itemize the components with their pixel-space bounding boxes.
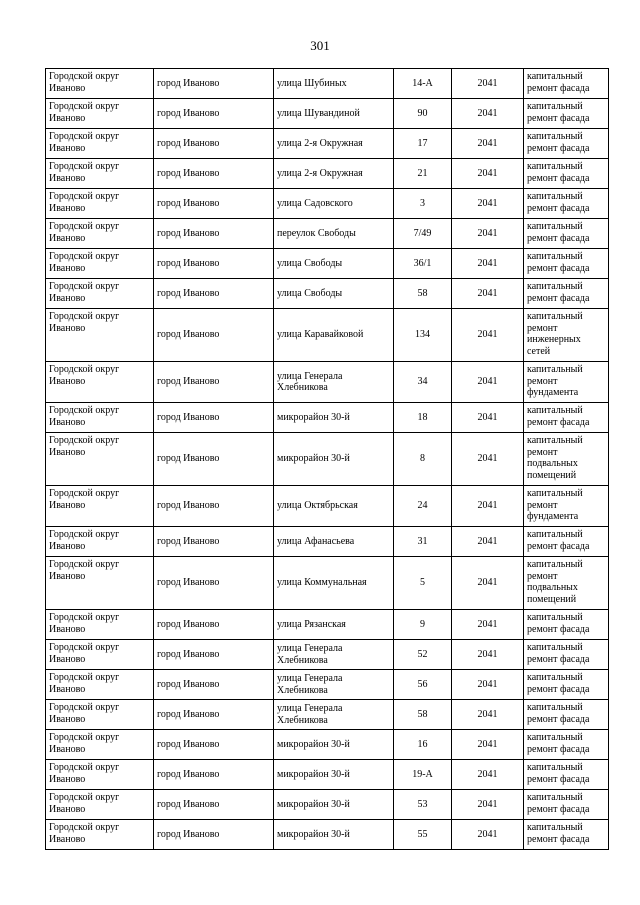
settlement-cell: город Иваново — [154, 309, 274, 362]
year-cell: 2041 — [452, 219, 524, 249]
work-type-cell: капитальный ремонт фасада — [524, 99, 609, 129]
table-row — [46, 433, 609, 486]
work-type-cell: капитальный ремонт фасада — [524, 640, 609, 670]
municipality-cell: Городской округ Иваново — [46, 189, 154, 219]
table-row — [46, 527, 609, 557]
work-type-cell: капитальный ремонт фасада — [524, 700, 609, 730]
house-number-cell: 90 — [394, 99, 452, 129]
table-row — [46, 640, 609, 670]
municipality-cell: Городской округ Иваново — [46, 820, 154, 850]
settlement-cell: город Иваново — [154, 730, 274, 760]
municipality-cell: Городской округ Иваново — [46, 249, 154, 279]
settlement-cell: город Иваново — [154, 433, 274, 486]
settlement-cell: город Иваново — [154, 129, 274, 159]
municipality-cell: Городской округ Иваново — [46, 730, 154, 760]
work-type-cell: капитальный ремонт фасада — [524, 159, 609, 189]
street-cell: улица Свободы — [274, 279, 394, 309]
house-number-cell: 52 — [394, 640, 452, 670]
work-type-cell: капитальный ремонт фасада — [524, 189, 609, 219]
year-cell: 2041 — [452, 557, 524, 610]
work-type-cell: капитальный ремонт фасада — [524, 219, 609, 249]
work-type-cell: капитальный ремонт фасада — [524, 760, 609, 790]
municipality-cell: Городской округ Иваново — [46, 700, 154, 730]
table-row — [46, 189, 609, 219]
table-row — [46, 557, 609, 610]
work-type-cell: капитальный ремонт инженерных сетей — [524, 309, 609, 362]
page-number: 301 — [310, 38, 330, 53]
house-number-cell: 34 — [394, 362, 452, 403]
year-cell: 2041 — [452, 527, 524, 557]
settlement-cell: город Иваново — [154, 700, 274, 730]
table-row — [46, 486, 609, 527]
year-cell: 2041 — [452, 279, 524, 309]
street-cell: улица Шубиных — [274, 69, 394, 99]
street-cell: улица Свободы — [274, 249, 394, 279]
table-row — [46, 700, 609, 730]
municipality-cell: Городской округ Иваново — [46, 557, 154, 610]
street-cell: улица Октябрьская — [274, 486, 394, 527]
house-number-cell: 31 — [394, 527, 452, 557]
house-number-cell: 5 — [394, 557, 452, 610]
table-row — [46, 610, 609, 640]
year-cell: 2041 — [452, 433, 524, 486]
repair-schedule-table — [45, 68, 609, 850]
work-type-cell: капитальный ремонт фасада — [524, 610, 609, 640]
settlement-cell: город Иваново — [154, 486, 274, 527]
street-cell: улица Генерала Хлебникова — [274, 670, 394, 700]
settlement-cell: город Иваново — [154, 403, 274, 433]
settlement-cell: город Иваново — [154, 189, 274, 219]
street-cell: улица Шувандиной — [274, 99, 394, 129]
work-type-cell: капитальный ремонт фасада — [524, 279, 609, 309]
settlement-cell: город Иваново — [154, 820, 274, 850]
street-cell: микрорайон 30-й — [274, 790, 394, 820]
year-cell: 2041 — [452, 362, 524, 403]
street-cell: микрорайон 30-й — [274, 760, 394, 790]
municipality-cell: Городской округ Иваново — [46, 527, 154, 557]
year-cell: 2041 — [452, 640, 524, 670]
house-number-cell: 55 — [394, 820, 452, 850]
street-cell: улица Садовского — [274, 189, 394, 219]
house-number-cell: 53 — [394, 790, 452, 820]
work-type-cell: капитальный ремонт фундамента — [524, 362, 609, 403]
house-number-cell: 14-А — [394, 69, 452, 99]
year-cell: 2041 — [452, 249, 524, 279]
work-type-cell: капитальный ремонт фасада — [524, 69, 609, 99]
table-row — [46, 309, 609, 362]
work-type-cell: капитальный ремонт фасада — [524, 129, 609, 159]
house-number-cell: 19-А — [394, 760, 452, 790]
work-type-cell: капитальный ремонт фасада — [524, 790, 609, 820]
year-cell: 2041 — [452, 486, 524, 527]
work-type-cell: капитальный ремонт подвальных помещений — [524, 557, 609, 610]
year-cell: 2041 — [452, 69, 524, 99]
settlement-cell: город Иваново — [154, 279, 274, 309]
street-cell: улица Афанасьева — [274, 527, 394, 557]
municipality-cell: Городской округ Иваново — [46, 760, 154, 790]
municipality-cell: Городской округ Иваново — [46, 486, 154, 527]
street-cell: улица Генерала Хлебникова — [274, 640, 394, 670]
table-row — [46, 219, 609, 249]
settlement-cell: город Иваново — [154, 249, 274, 279]
settlement-cell: город Иваново — [154, 670, 274, 700]
house-number-cell: 16 — [394, 730, 452, 760]
street-cell: микрорайон 30-й — [274, 403, 394, 433]
work-type-cell: капитальный ремонт фасада — [524, 249, 609, 279]
table-row — [46, 760, 609, 790]
house-number-cell: 18 — [394, 403, 452, 433]
year-cell: 2041 — [452, 790, 524, 820]
settlement-cell: город Иваново — [154, 362, 274, 403]
table-row — [46, 159, 609, 189]
street-cell: улица 2-я Окружная — [274, 159, 394, 189]
street-cell: улица Генерала Хлебникова — [274, 362, 394, 403]
street-cell: улица Рязанская — [274, 610, 394, 640]
municipality-cell: Городской округ Иваново — [46, 403, 154, 433]
municipality-cell: Городской округ Иваново — [46, 99, 154, 129]
house-number-cell: 17 — [394, 129, 452, 159]
table-row — [46, 362, 609, 403]
year-cell: 2041 — [452, 309, 524, 362]
street-cell: улица Каравайковой — [274, 309, 394, 362]
table-row — [46, 730, 609, 760]
work-type-cell: капитальный ремонт фасада — [524, 820, 609, 850]
table-row — [46, 820, 609, 850]
street-cell: улица Генерала Хлебникова — [274, 700, 394, 730]
house-number-cell: 24 — [394, 486, 452, 527]
work-type-cell: капитальный ремонт фасада — [524, 527, 609, 557]
settlement-cell: город Иваново — [154, 159, 274, 189]
year-cell: 2041 — [452, 129, 524, 159]
house-number-cell: 58 — [394, 279, 452, 309]
settlement-cell: город Иваново — [154, 790, 274, 820]
year-cell: 2041 — [452, 670, 524, 700]
work-type-cell: капитальный ремонт фасада — [524, 670, 609, 700]
house-number-cell: 134 — [394, 309, 452, 362]
street-cell: микрорайон 30-й — [274, 820, 394, 850]
table-row — [46, 249, 609, 279]
municipality-cell: Городской округ Иваново — [46, 670, 154, 700]
table-row — [46, 69, 609, 99]
house-number-cell: 8 — [394, 433, 452, 486]
settlement-cell: город Иваново — [154, 610, 274, 640]
house-number-cell: 56 — [394, 670, 452, 700]
year-cell: 2041 — [452, 99, 524, 129]
municipality-cell: Городской округ Иваново — [46, 309, 154, 362]
table-row — [46, 99, 609, 129]
house-number-cell: 7/49 — [394, 219, 452, 249]
municipality-cell: Городской округ Иваново — [46, 362, 154, 403]
settlement-cell: город Иваново — [154, 760, 274, 790]
municipality-cell: Городской округ Иваново — [46, 433, 154, 486]
year-cell: 2041 — [452, 700, 524, 730]
settlement-cell: город Иваново — [154, 219, 274, 249]
settlement-cell: город Иваново — [154, 557, 274, 610]
year-cell: 2041 — [452, 730, 524, 760]
house-number-cell: 3 — [394, 189, 452, 219]
table-row — [46, 279, 609, 309]
settlement-cell: город Иваново — [154, 640, 274, 670]
house-number-cell: 36/1 — [394, 249, 452, 279]
work-type-cell: капитальный ремонт фасада — [524, 403, 609, 433]
street-cell: улица Коммунальная — [274, 557, 394, 610]
year-cell: 2041 — [452, 820, 524, 850]
settlement-cell: город Иваново — [154, 99, 274, 129]
work-type-cell: капитальный ремонт подвальных помещений — [524, 433, 609, 486]
work-type-cell: капитальный ремонт фасада — [524, 730, 609, 760]
street-cell: переулок Свободы — [274, 219, 394, 249]
municipality-cell: Городской округ Иваново — [46, 219, 154, 249]
settlement-cell: город Иваново — [154, 69, 274, 99]
table-row — [46, 403, 609, 433]
street-cell: улица 2-я Окружная — [274, 129, 394, 159]
table-body — [46, 69, 609, 850]
house-number-cell: 58 — [394, 700, 452, 730]
street-cell: микрорайон 30-й — [274, 730, 394, 760]
year-cell: 2041 — [452, 403, 524, 433]
table-row — [46, 670, 609, 700]
street-cell: микрорайон 30-й — [274, 433, 394, 486]
house-number-cell: 9 — [394, 610, 452, 640]
municipality-cell: Городской округ Иваново — [46, 129, 154, 159]
settlement-cell: город Иваново — [154, 527, 274, 557]
municipality-cell: Городской округ Иваново — [46, 279, 154, 309]
municipality-cell: Городской округ Иваново — [46, 640, 154, 670]
municipality-cell: Городской округ Иваново — [46, 69, 154, 99]
municipality-cell: Городской округ Иваново — [46, 790, 154, 820]
year-cell: 2041 — [452, 760, 524, 790]
work-type-cell: капитальный ремонт фундамента — [524, 486, 609, 527]
municipality-cell: Городской округ Иваново — [46, 610, 154, 640]
year-cell: 2041 — [452, 189, 524, 219]
house-number-cell: 21 — [394, 159, 452, 189]
table-row — [46, 129, 609, 159]
year-cell: 2041 — [452, 159, 524, 189]
municipality-cell: Городской округ Иваново — [46, 159, 154, 189]
table-row — [46, 790, 609, 820]
year-cell: 2041 — [452, 610, 524, 640]
